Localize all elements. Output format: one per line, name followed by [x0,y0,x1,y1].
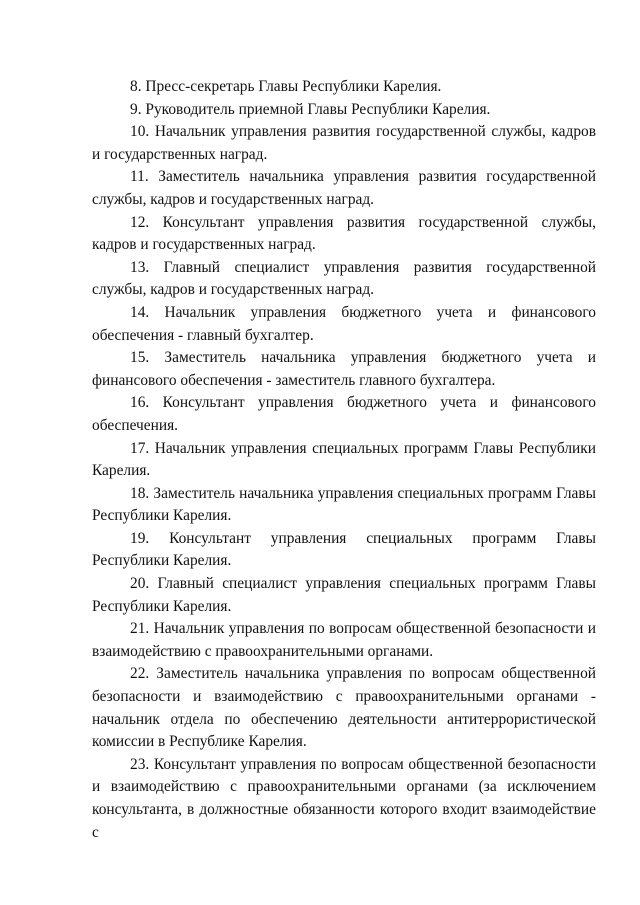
list-item: 13. Главный специалист управления развития государственной службы, кадров и государственных наград. [92,258,596,299]
position-list [92,76,596,844]
list-item: 14. Начальник управления бюджетного учета и финансового обеспечения - главный бухгалтер. [92,303,596,344]
list-item: 21. Начальник управления по вопросам общественной безопасности и взаимодействию с правоохранительными органами. [92,620,596,660]
list-item: 23. Консультант управления по вопросам общественной безопасности и взаимодействию с правоохранительными органами (за исключением консультанта, в должностные обязанности которого входит взаимодействие с [92,755,596,841]
list-item: 19. Консультант управления специальных программ Главы Республики Карелия. [92,529,596,570]
list-item: 12. Консультант управления развития государственной службы, кадров и государственных наград. [92,213,596,254]
list-item: 22. Заместитель начальника управления по вопросам общественной безопасности и взаимодействию с правоохранительными органами - начальник отдела по обеспечению деятельности антитеррористической комиссии в Республике Карелия. [92,665,596,751]
list-item: 10. Начальник управления развития государственной службы, кадров и государственных наград. [92,123,596,163]
list-item: 18. Заместитель начальника управления специальных программ Главы Республики Карелия. [92,484,596,525]
list-item: 16. Консультант управления бюджетного учета и финансового обеспечения. [92,394,596,434]
list-item: 17. Начальник управления специальных программ Главы Республики Карелия. [92,439,596,480]
list-item: 9. Руководитель приемной Главы Республики Карелия. [130,100,491,118]
list-item: 11. Заместитель начальника управления развития государственной службы, кадров и государственных наград. [92,168,596,208]
list-item: 15. Заместитель начальника управления бюджетного учета и финансового обеспечения - заместитель главного бухгалтера. [92,349,596,389]
list-item: 8. Пресс-секретарь Главы Республики Карелия. [130,78,442,95]
list-item: 20. Главный специалист управления специальных программ Главы Республики Карелия. [92,575,596,615]
